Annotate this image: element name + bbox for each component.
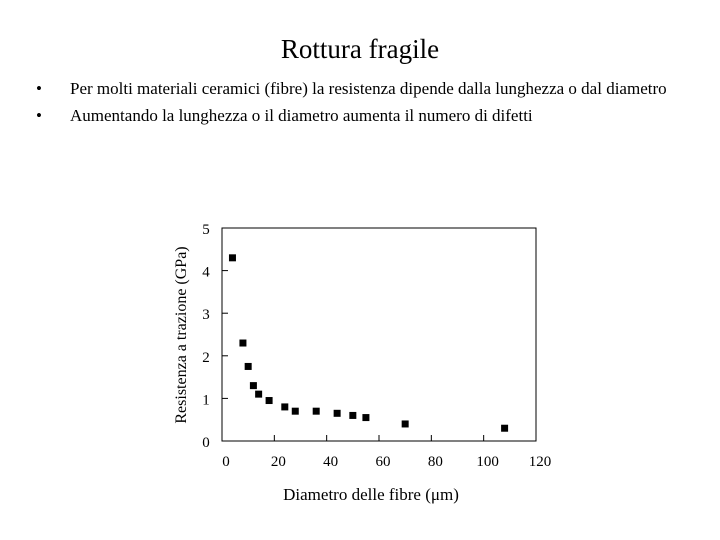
bullet-icon: • (36, 106, 42, 125)
y-tick-label: 1 (202, 392, 210, 409)
x-tick-label: 120 (528, 454, 552, 470)
data-point (250, 382, 257, 389)
data-point (266, 397, 273, 404)
data-point (362, 414, 369, 421)
data-point (245, 363, 252, 370)
bullet-text: Per molti materiali ceramici (fibre) la resistenza dipende dalla lunghezza o dal diametro (70, 79, 667, 98)
y-tick-label: 5 (202, 222, 210, 238)
bullet-text: Aumentando la lunghezza o il diametro aumenta il numero di difetti (70, 106, 533, 125)
data-point (229, 254, 236, 261)
slide-title: Rottura fragile (280, 34, 440, 64)
y-tick-label: 0 (202, 435, 210, 451)
x-tick-label: 20 (270, 454, 286, 470)
x-tick-label: 0 (222, 454, 230, 470)
y-tick-label: 3 (202, 307, 210, 324)
bullet-icon: • (36, 79, 42, 98)
plot-frame (222, 228, 536, 441)
data-point (334, 410, 341, 417)
y-tick-label: 4 (202, 264, 210, 281)
data-point (501, 425, 508, 432)
x-tick-label: 80 (427, 454, 443, 470)
y-axis-label: Resistenza a trazione (GPa) (173, 246, 190, 424)
data-point (255, 391, 262, 398)
x-axis-label: Diametro delle fibre (μm) (283, 485, 459, 504)
x-tick-label: 60 (375, 454, 391, 470)
data-point (402, 420, 409, 427)
data-point (239, 340, 246, 347)
y-tick-label: 2 (202, 349, 210, 366)
data-point (313, 408, 320, 415)
x-tick-label: 100 (476, 454, 499, 470)
data-point (349, 412, 356, 419)
data-point (292, 408, 299, 415)
x-tick-label: 40 (323, 454, 339, 470)
data-point (281, 403, 288, 410)
